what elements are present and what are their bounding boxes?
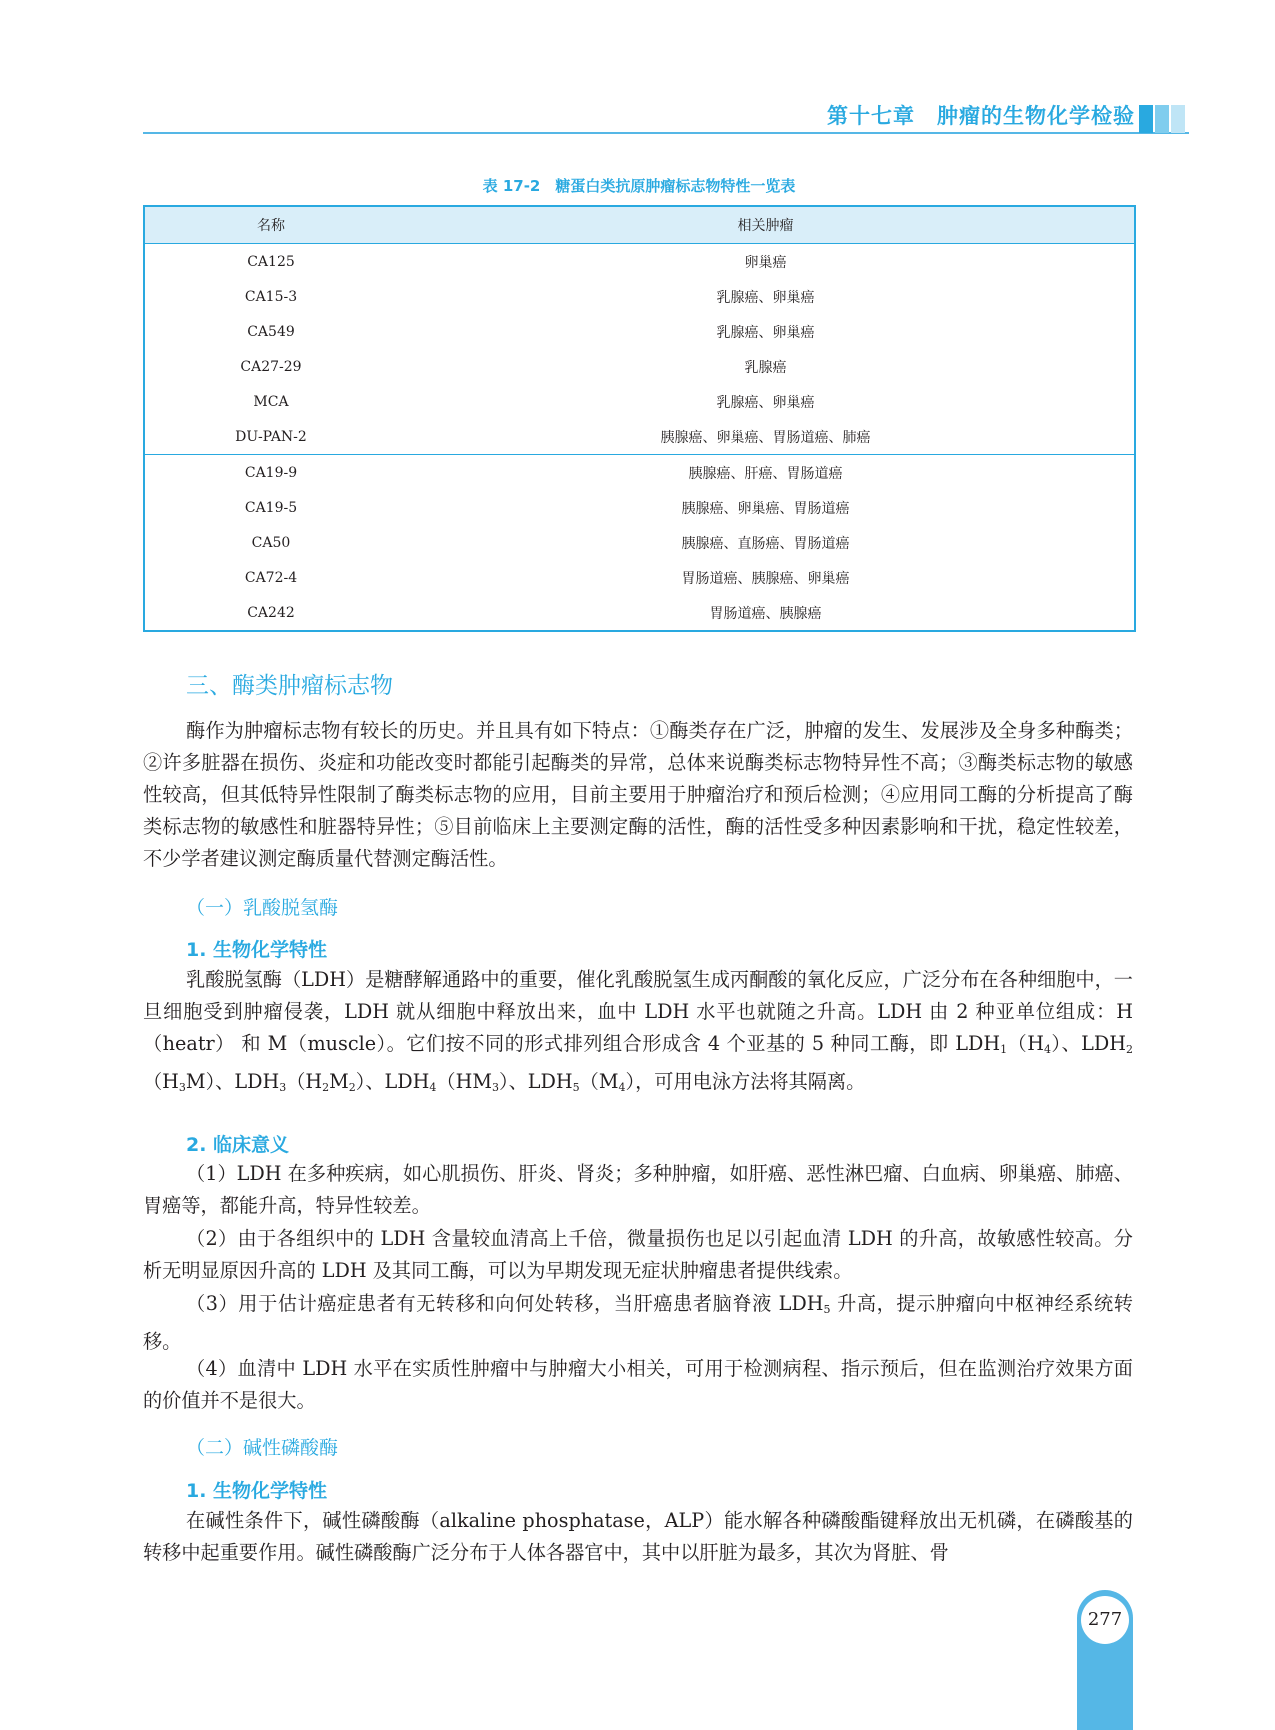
alp-bio-text: 在碱性条件下，碱性磷酸酶（alkaline phosphatase，ALP）能水解各种磷酸酯键释放出无机磷，在磷酸基的转移中起重要作用。碱性磷酸酶广泛分布于人体各器官中，其中以肝脏为最多，其次为肾脏、骨	[143, 1509, 1133, 1564]
cell-name: CA19-9	[144, 455, 397, 491]
cell-name: CA27-29	[240, 358, 302, 375]
cell-name: MCA	[253, 393, 289, 410]
cell-name: CA549	[247, 323, 295, 340]
table-row	[144, 419, 1135, 455]
cell-name: CA125	[247, 253, 295, 270]
cell-tumor: 乳腺癌、卵巢癌	[716, 289, 815, 306]
header-rule	[143, 132, 1189, 134]
alp-title: （二）碱性磷酸酶	[186, 1437, 339, 1459]
table-row	[144, 595, 1135, 631]
cell-name: CA242	[247, 604, 295, 621]
table-row	[144, 244, 1135, 280]
table-row	[144, 455, 1135, 491]
cell-tumor: 乳腺癌、卵巢癌	[716, 394, 815, 411]
ldh-clin-4: （4）血清中 LDH 水平在实质性肿瘤中与肿瘤大小相关，可用于检测病程、指示预后，但在监测治疗效果方面的价值并不是很大。	[143, 1357, 1133, 1412]
marker-table	[143, 205, 1136, 632]
cell-tumor: 胰腺癌、卵巢癌、胃肠道癌、肺癌	[660, 429, 871, 446]
ldh-bio-heading: 1. 生物化学特性	[186, 939, 328, 961]
table-row	[144, 384, 1135, 419]
ldh-clin-3	[143, 1288, 1133, 1358]
cell-tumor: 胰腺癌、卵巢癌、胃肠道癌	[681, 500, 850, 517]
table-caption: 表 17-2 糖蛋白类抗原肿瘤标志物特性一览表	[482, 177, 796, 195]
section-title: 三、酶类肿瘤标志物	[186, 673, 393, 699]
chapter-title: 第十七章 肿瘤的生物化学检验	[827, 104, 1135, 128]
table-header-row	[144, 206, 1135, 244]
cell-name: CA50	[251, 534, 291, 551]
cell-tumor: 胰腺癌、直肠癌、胃肠道癌	[681, 535, 850, 552]
ldh-clin-3-sub: 5	[823, 1303, 831, 1316]
ldh-clin-3-a: （3）用于估计癌症患者有无转移和向何处转移，当肝癌患者脑脊液 LDH	[186, 1292, 824, 1315]
cell-tumor: 胰腺癌、肝癌、胃肠道癌	[397, 455, 1135, 491]
cell-name: CA72-4	[244, 569, 298, 586]
table-row	[144, 279, 1135, 314]
cell-name: CA15-3	[244, 288, 298, 305]
table-row	[144, 349, 1135, 384]
header-related-tumor: 相关肿瘤	[397, 206, 1135, 244]
alp-bio-heading: 1. 生物化学特性	[186, 1480, 328, 1502]
page-number: 277	[1081, 1596, 1129, 1644]
header-accent-block	[1139, 105, 1153, 133]
ldh-clin-heading: 2. 临床意义	[186, 1134, 290, 1156]
cell-tumor: 乳腺癌、卵巢癌	[716, 324, 815, 341]
ldh-clin-2: （2）由于各组织中的 LDH 含量较血清高上千倍，微量损伤也足以引起血清 LDH 的升高，故敏感性较高。分析无明显原因升高的 LDH 及其同工酶，可以为早期发现无症状肿瘤患者提供线索。	[143, 1227, 1133, 1282]
cell-tumor: 卵巢癌	[744, 254, 787, 271]
ldh-title: （一）乳酸脱氢酶	[186, 897, 339, 919]
table-row	[144, 314, 1135, 349]
cell-name: DU-PAN-2	[235, 428, 307, 445]
cell-tumor: 胃肠道癌、胰腺癌、卵巢癌	[681, 570, 850, 587]
ldh-clin-3-b: 升高，提示肿瘤向中枢神经系统转移。	[143, 1292, 1133, 1353]
section-intro: 酶作为肿瘤标志物有较长的历史。并且具有如下特点：①酶类存在广泛，肿瘤的发生、发展涉及全身多种酶类；②许多脏器在损伤、炎症和功能改变时都能引起酶类的异常，总体来说酶类标志物特异性不高；③酶类标志物的敏感性较高，但其低特异性限制了酶类标志物的应用，目前主要用于肿瘤治疗和预后检测；④应用同工酶的分析提高了酶类标志物的敏感性和脏器特异性；⑤目前临床上主要测定酶的活性，酶的活性受多种因素影响和干扰，稳定性较差，不少学者建议测定酶质量代替测定酶活性。	[143, 719, 1133, 870]
header-name: 名称	[144, 206, 397, 244]
cell-tumor: 乳腺癌	[744, 359, 787, 376]
table-row	[144, 525, 1135, 560]
ldh-clin-1: （1）LDH 在多种疾病，如心肌损伤、肝炎、肾炎；多种肿瘤，如肝癌、恶性淋巴瘤、白血病、卵巢癌、肺癌、胃癌等，都能升高，特异性较差。	[143, 1162, 1133, 1217]
cell-name: CA19-5	[244, 499, 298, 516]
table-row	[144, 560, 1135, 595]
cell-tumor: 胃肠道癌、胰腺癌	[709, 605, 822, 622]
header-accent-block	[1155, 105, 1169, 133]
header-accent-block	[1171, 105, 1185, 133]
ldh-bio-text: 乳酸脱氢酶（LDH）是糖酵解通路中的重要，催化乳酸脱氢生成丙酮酸的氧化反应，广泛分布在各种细胞中，一旦细胞受到肿瘤侵袭，LDH 就从细胞中释放出来，血中 LDH 水平也就随之升高。LDH 由 2 种亚单位组成：H（heatr） 和 M（muscle）。它们按不同的形式排列组合形成含 4 个亚基的 5 种同工酶，即 $LDH_1(H_4)$、$LDH_2(H_3M)$、$LDH_3(H_2M_2)$、$LDH_4(HM_3)$、$LDH_5(M_4)$，可用电泳方法将其隔离。	[143, 968, 1134, 1094]
table-row	[144, 490, 1135, 525]
ldh-bio-text-main: 乳酸脱氢酶（LDH）是糖酵解通路中的重要，催化乳酸脱氢生成丙酮酸的氧化反应，广泛分布在各种细胞中，一旦细胞受到肿瘤侵袭，LDH 就从细胞中释放出来，血中 LDH 水平也就随之升高。LDH 由 2 种亚单位组成：H（heatr） 和 M（muscle）。它们按不同的形式排列组合形成含 4 个亚基的 5 种同工酶，即	[143, 968, 1133, 1055]
